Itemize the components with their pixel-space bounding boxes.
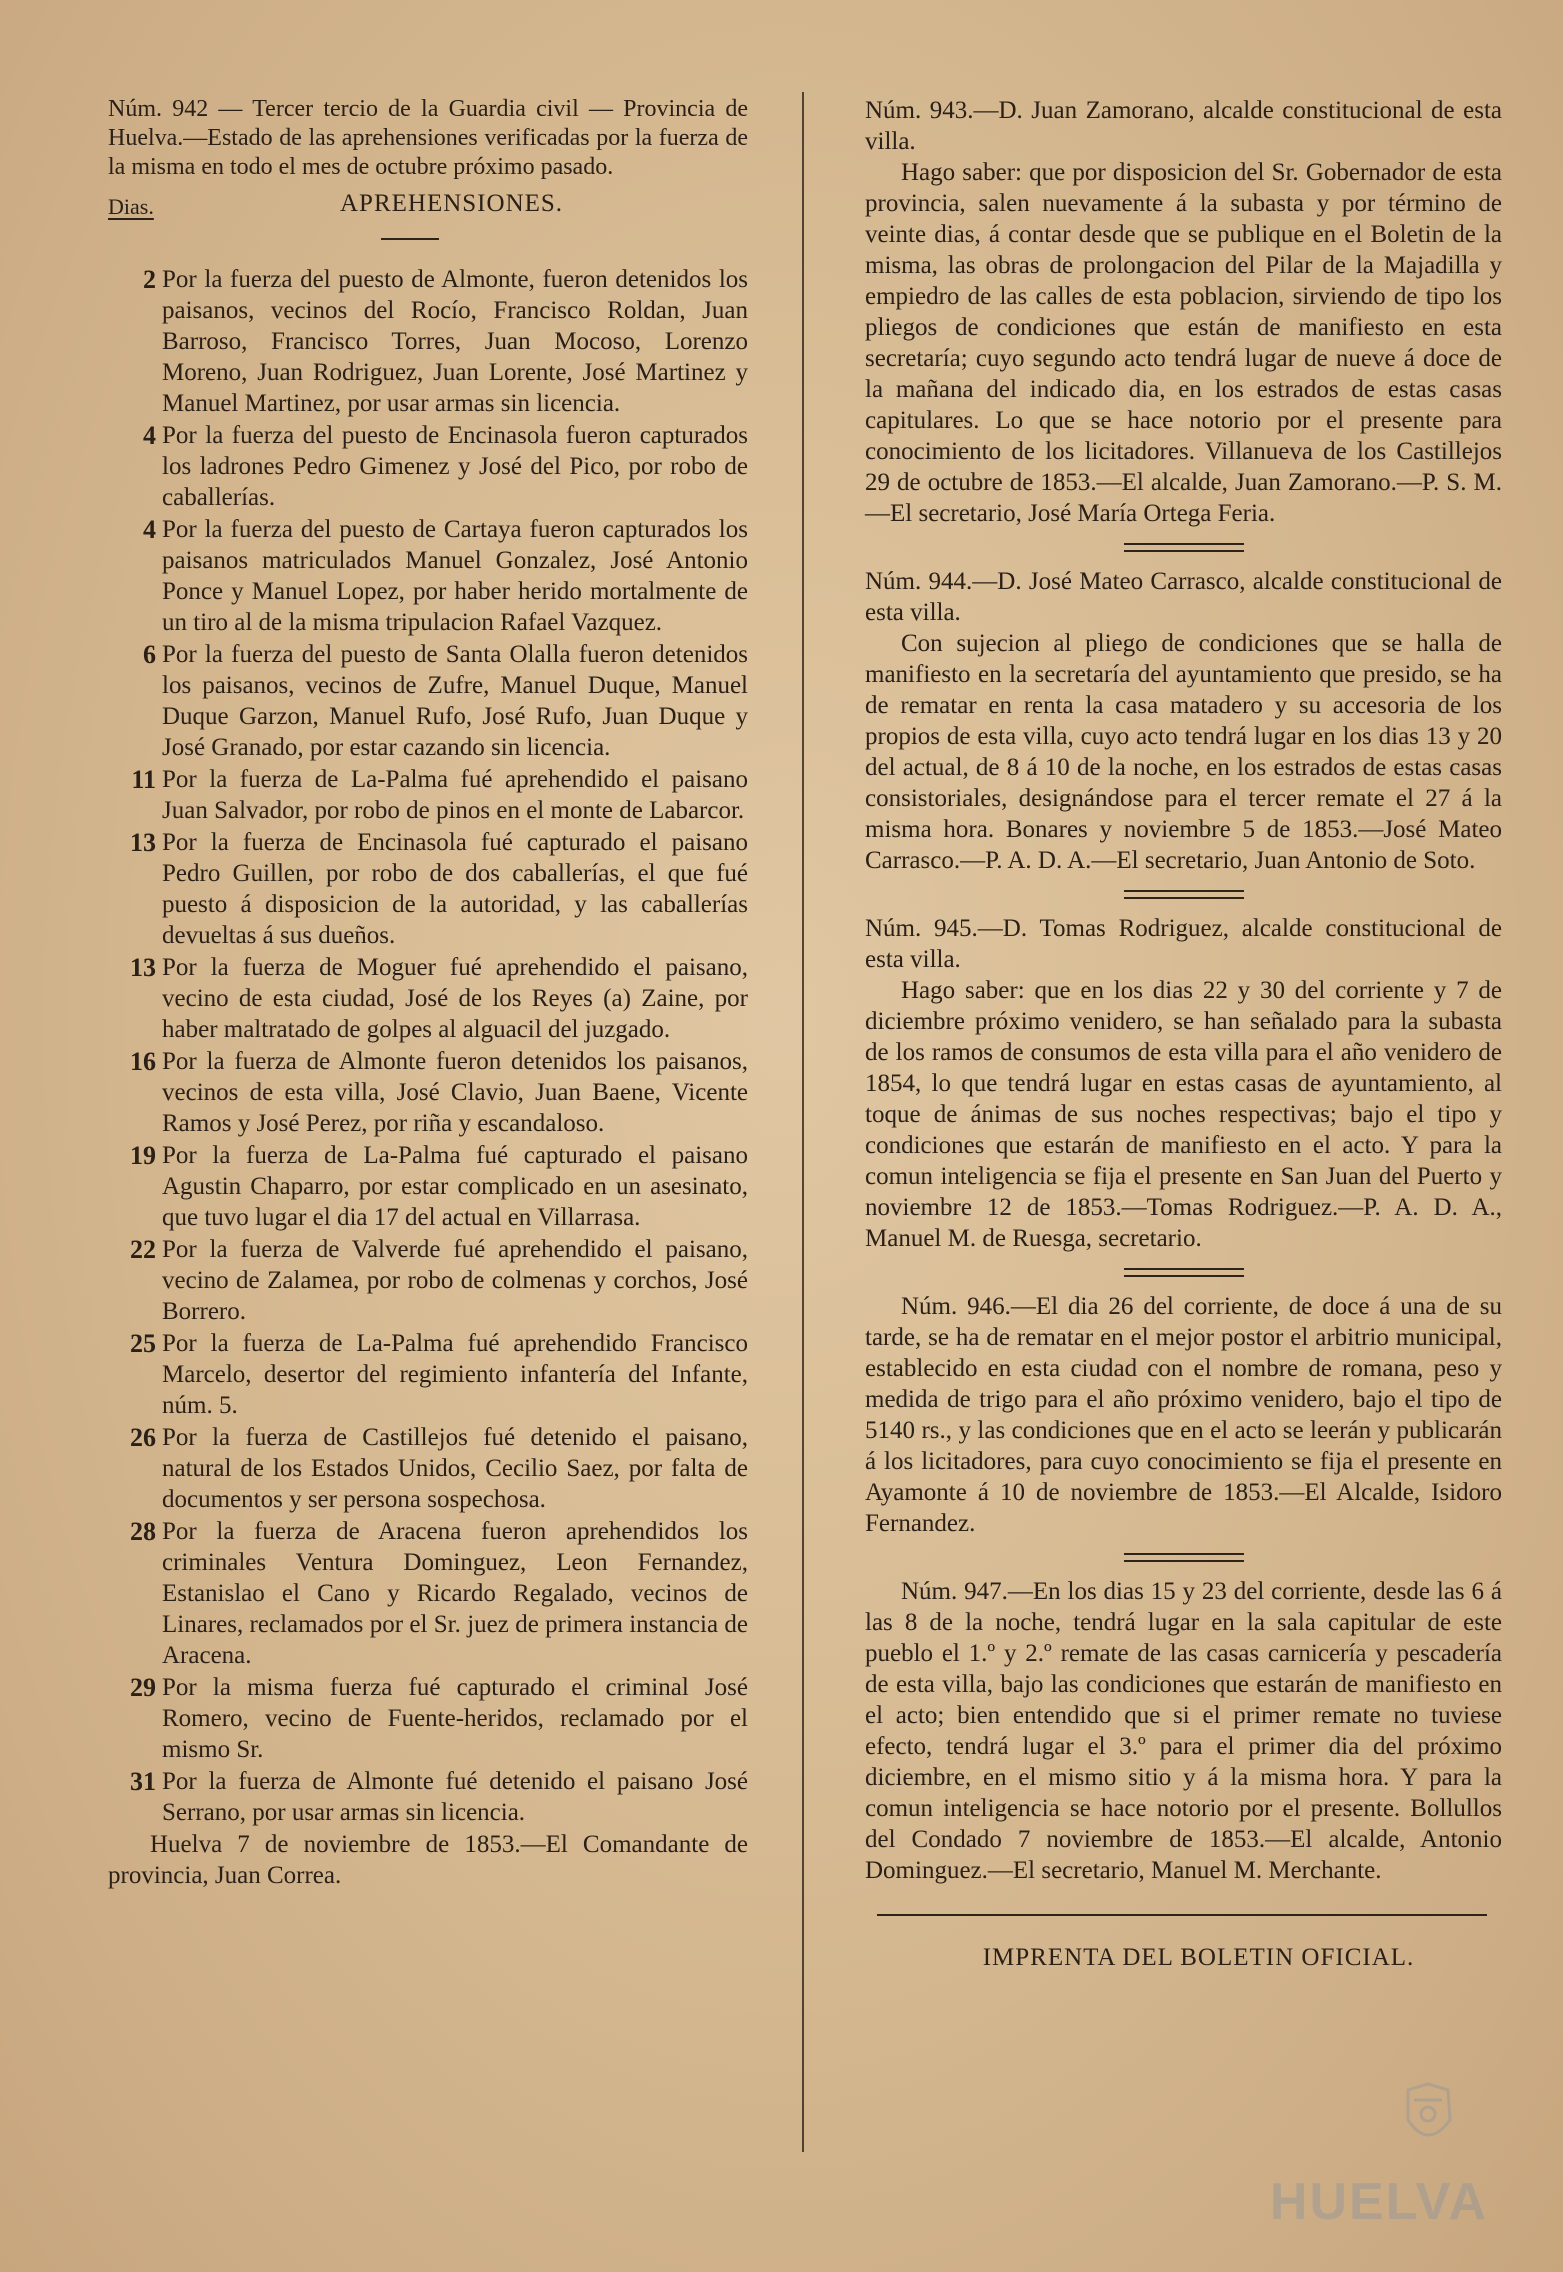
list-item bbox=[108, 764, 748, 826]
list-item bbox=[108, 420, 748, 513]
printer-footer: IMPRENTA DEL BOLETIN OFICIAL. bbox=[982, 1944, 1415, 1971]
list-item bbox=[108, 1766, 748, 1828]
entry-day: 22 bbox=[130, 1235, 156, 1264]
entry-text: Por la fuerza del puesto de Cartaya fueron capturados los paisanos matriculados Manuel Gonzalez, José Antonio Ponce y Manuel Lopez, por haber herido mortalmente de un tiro al de la misma tripulacion Rafael Vazquez. bbox=[162, 516, 748, 636]
list-item bbox=[108, 1234, 748, 1327]
notice-title: Núm. 944.—D. José Mateo Carrasco, alcalde constitucional de esta villa. bbox=[865, 568, 1502, 626]
signoff: Huelva 7 de noviembre de 1853.—El Comandante de provincia, Juan Correa. bbox=[108, 1831, 748, 1889]
list-item bbox=[108, 1140, 748, 1233]
list-item bbox=[108, 1328, 748, 1421]
entry-text: Por la fuerza de La-Palma fué aprehendido el paisano Juan Salvador, por robo de pinos en el monte de Labarcor. bbox=[162, 766, 748, 824]
entry-text: Por la fuerza de Aracena fueron aprehendidos los criminales Ventura Dominguez, Leon Fernandez, Estanislao el Cano y Ricardo Regalado, vecinos de Linares, reclamados por el Sr. juez de primera instancia de Aracena. bbox=[162, 1518, 748, 1669]
list-item bbox=[108, 264, 748, 419]
separator-rule bbox=[1124, 890, 1244, 899]
notice-body: Núm. 947.—En los dias 15 y 23 del corriente, desde las 6 á las 8 de la noche, tendrá lugar en la sala capitular de este pueblo el 1.º y 2.º remate de las casas carnicería y pescadería de esta villa, bajo las condiciones que estarán de manifiesto en el acto; bien entendido que si el primer remate no tuviese efecto, tendrá lugar el 3.º para el primer dia del próximo diciembre, en el mismo sitio y á la misma hora. Y para la comun inteligencia se hace notorio por el presente. Bollullos del Condado 7 noviembre de 1853.—El alcalde, Antonio Dominguez.—El secretario, Manuel M. Merchante. bbox=[865, 1578, 1502, 1884]
entry-text: Por la fuerza de Almonte fueron detenidos los paisanos, vecinos de esta villa, José Clavio, Juan Baene, Vicente Ramos y José Perez, por riña y escandaloso. bbox=[162, 1048, 748, 1137]
entry-day: 29 bbox=[130, 1673, 156, 1702]
entry-day: 13 bbox=[130, 953, 156, 982]
entry-day: 11 bbox=[131, 765, 156, 794]
entry-text: Por la fuerza de Encinasola fué capturado el paisano Pedro Guillen, por robo de dos caballerías, el que fué puesto á disposicion de la autoridad, y las caballerías devueltas á sus dueños. bbox=[162, 829, 748, 949]
notice-body: Hago saber: que en los dias 22 y 30 del corriente y 7 de diciembre próximo venidero, se han señalado para la subasta de los ramos de consumos de esta villa para el año venidero de 1854, lo que tendrá lugar en estas casas de ayuntamiento, al toque de ánimas de sus noches respectivas; bajo el tipo y condiciones que estarán de manifiesto en el acto. Y para la comun inteligencia se fija el presente en San Juan del Puerto y noviembre 12 de 1853.—Tomas Rodriguez.—P. A. D. A., Manuel M. de Ruesga, secretario. bbox=[865, 977, 1502, 1252]
list-item bbox=[108, 1046, 748, 1139]
watermark-text: HUELVA bbox=[1269, 2173, 1488, 2231]
entry-text: Por la fuerza de La-Palma fué aprehendido Francisco Marcelo, desertor del regimiento infantería del Infante, núm. 5. bbox=[162, 1330, 748, 1419]
notice-title: Núm. 945.—D. Tomas Rodriguez, alcalde constitucional de esta villa. bbox=[865, 915, 1502, 973]
right-column bbox=[865, 95, 1502, 1972]
list-item bbox=[108, 952, 748, 1045]
heading-rule bbox=[381, 238, 439, 240]
notice-body: Hago saber: que por disposicion del Sr. Gobernador de esta provincia, salen nuevamente á la subasta y por término de veinte dias, á contar desde que se publique en el Boletin de la misma, las obras de prolongacion del Pilar de la Majadilla y empiedro de las calles de esta poblacion, sirviendo de tipo los pliegos de condiciones que están de manifiesto en esta secretaría; cuyo segundo acto tendrá lugar de nueve á doce de la mañana del indicado dia, en los estrados de estas casas capitulares. Lo que se hace notorio por el presente para conocimiento de los licitadores. Villanueva de los Castillejos 29 de octubre de 1853.—El alcalde, Juan Zamorano.—P. S. M.—El secretario, José María Ortega Feria. bbox=[865, 159, 1502, 527]
notice-943 bbox=[865, 95, 1502, 529]
crest-icon bbox=[1178, 2080, 1488, 2180]
notice-title: Núm. 943.—D. Juan Zamorano, alcalde constitucional de esta villa. bbox=[865, 97, 1502, 155]
list-item bbox=[108, 1422, 748, 1515]
separator-rule bbox=[1124, 543, 1244, 552]
entry-day: 4 bbox=[143, 515, 156, 544]
dias-label: Dias. bbox=[108, 194, 154, 219]
column-divider bbox=[802, 92, 804, 2152]
notice-946 bbox=[865, 1291, 1502, 1539]
left-column bbox=[108, 95, 748, 1891]
aprehensiones-label: APREHENSIONES. bbox=[340, 190, 564, 217]
list-item bbox=[108, 1672, 748, 1765]
table-heading-row bbox=[108, 188, 748, 224]
entry-day: 13 bbox=[130, 828, 156, 857]
notice-945 bbox=[865, 913, 1502, 1254]
entry-text: Por la fuerza de Valverde fué aprehendido el paisano, vecino de Zalamea, por robo de colmenas y corchos, José Borrero. bbox=[162, 1236, 748, 1325]
entry-day: 25 bbox=[130, 1329, 156, 1358]
entry-day: 16 bbox=[130, 1047, 156, 1076]
entry-day: 6 bbox=[143, 640, 156, 669]
entry-text: Por la fuerza del puesto de Encinasola fueron capturados los ladrones Pedro Gimenez y José del Pico, por robo de caballerías. bbox=[162, 422, 748, 511]
notice-body: Con sujecion al pliego de condiciones que se halla de manifiesto en la secretaría del ayuntamiento que presido, se ha de rematar en renta la casa matadero y su accesoria de los propios de esta villa, cuyo acto tendrá lugar en los dias 13 y 20 del actual, de 8 á 10 de la noche, en los estrados de estas casas consistoriales, designándose para el tercer remate el 27 á la misma hora. Bonares y noviembre 5 de 1853.—José Mateo Carrasco.—P. A. D. A.—El secretario, Juan Antonio de Soto. bbox=[865, 630, 1502, 874]
notice-944 bbox=[865, 566, 1502, 876]
list-item bbox=[108, 639, 748, 763]
entry-day: 2 bbox=[143, 265, 156, 294]
notice-body: Núm. 946.—El dia 26 del corriente, de doce á una de su tarde, se ha de rematar en el mejor postor el arbitrio municipal, establecido en esta ciudad con el nombre de romana, peso y medida de trigo para el año próximo venidero, bajo el tipo de 5140 rs., y las condiciones que en el acto se leerán y publicarán á los licitadores, para cuyo conocimiento se fija el presente en Ayamonte á 10 de noviembre de 1853.—El Alcalde, Isidoro Fernandez. bbox=[865, 1293, 1502, 1537]
entry-day: 26 bbox=[130, 1423, 156, 1452]
entry-text: Por la fuerza de La-Palma fué capturado el paisano Agustin Chaparro, por estar complicado en un asesinato, que tuvo lugar el dia 17 del actual en Villarrasa. bbox=[162, 1142, 748, 1231]
list-item bbox=[108, 514, 748, 638]
entry-day: 28 bbox=[130, 1517, 156, 1546]
separator-rule bbox=[1124, 1553, 1244, 1562]
entry-text: Por la misma fuerza fué capturado el criminal José Romero, vecino de Fuente-heridos, reclamado por el mismo Sr. bbox=[162, 1674, 748, 1763]
entry-text: Por la fuerza de Almonte fué detenido el paisano José Serrano, por usar armas sin licencia. bbox=[162, 1768, 748, 1826]
entry-text: Por la fuerza del puesto de Santa Olalla fueron detenidos los paisanos, vecinos de Zufre, Manuel Duque, Manuel Duque Garzon, Manuel Rufo, José Rufo, Juan Duque y José Granado, por estar cazando sin licencia. bbox=[162, 641, 748, 761]
list-item bbox=[108, 1516, 748, 1671]
notice-942-header: Núm. 942 — Tercer tercio de la Guardia civil — Provincia de Huelva.—Estado de las aprehensiones verificadas por la fuerza de la misma en todo el mes de octubre próximo pasado. bbox=[108, 96, 748, 180]
list-item bbox=[108, 827, 748, 951]
entry-day: 31 bbox=[130, 1767, 156, 1796]
notice-947 bbox=[865, 1576, 1502, 1886]
footer-rule bbox=[877, 1914, 1487, 1916]
archive-watermark bbox=[1178, 2080, 1488, 2230]
entry-text: Por la fuerza del puesto de Almonte, fueron detenidos los paisanos, vecinos del Rocío, Francisco Roldan, Juan Barroso, Francisco Torres, Juan Mocoso, Lorenzo Moreno, Juan Rodriguez, Juan Lorente, José Martinez y Manuel Martinez, por usar armas sin licencia. bbox=[162, 266, 748, 417]
entry-day: 19 bbox=[130, 1141, 156, 1170]
entry-day: 4 bbox=[143, 421, 156, 450]
entry-text: Por la fuerza de Moguer fué aprehendido el paisano, vecino de esta ciudad, José de los Reyes (a) Zaine, por haber maltratado de golpes al alguacil del juzgado. bbox=[162, 954, 748, 1043]
entry-text: Por la fuerza de Castillejos fué detenido el paisano, natural de los Estados Unidos, Cecilio Saez, por falta de documentos y ser persona sospechosa. bbox=[162, 1424, 748, 1513]
separator-rule bbox=[1124, 1268, 1244, 1277]
